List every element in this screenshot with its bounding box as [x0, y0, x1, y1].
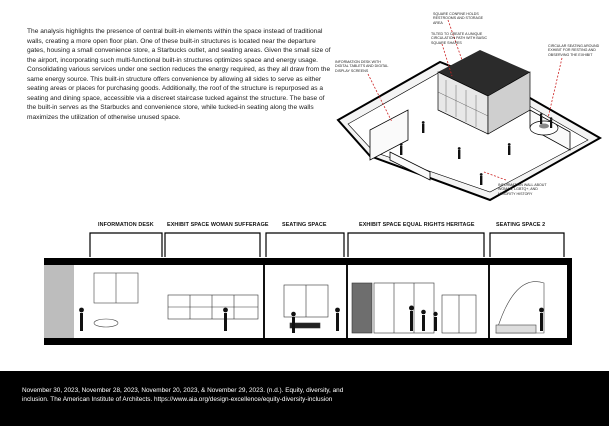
- section-seating-window: [284, 285, 328, 328]
- section-suffrage-panels: [168, 295, 258, 319]
- section-left-wall: [44, 265, 74, 338]
- zone-label-seating-space: SEATING SPACE: [282, 222, 327, 228]
- annotation-info-wall: INFORMATION WALL ABOUT WOMAN, LGBTQ+, AND MINORITY HISTORY: [498, 183, 547, 196]
- section-floor-slab: [44, 338, 572, 345]
- annotation-circular-seating: CIRCULAR SEATING AROUND EXHIBIT FOR RESTING AND OBSERVING THE EXHIBIT: [548, 44, 600, 57]
- zone-label-exhibit-woman-suffrage: EXHIBIT SPACE WOMAN SUFFERAGE: [167, 222, 269, 228]
- zone-label-seating-space-2: SEATING SPACE 2: [496, 222, 546, 228]
- iso-circular-seating: [530, 121, 558, 135]
- long-section-drawing: [44, 213, 572, 371]
- annotation-info-desk: INFORMATION DESK WITH DIGITAL TABLETS AND DIGITAL DISPLAY SCREENS: [335, 60, 389, 73]
- section-right-edge: [567, 265, 572, 338]
- zone-label-exhibit-equal-rights: EXHIBIT SPACE EQUAL RIGHTS HERITAGE: [359, 222, 475, 228]
- section-seating-2: [496, 282, 544, 333]
- section-info-desk-screens: [94, 273, 138, 327]
- intro-paragraph: The analysis highlights the presence of central built-in elements within the space instead of traditional walls, creating a more open floor plan. One of these built-in structures is located near the departure gates, housing a small convenience store, a Starbucks outlet, and seating areas. Given the small size of the airport, incorporating such multi-functional built-in structures optimizes space and energy usage. Consolidating various services under one section reduces the energy required, as they all draw from the same energy source. This built-in structure offers convenience by allowing all sides to serve as either seating areas or places for purchasing goods. Additionally, the roof of the structure is repurposed as a seating and dining space, accessible via a discreet staircase tucked against the structure. The base of the built-in serves as the Starbucks and convenience store, while tucked-in seating along the walls maximizes the utilization of otherwise unused space.: [27, 28, 331, 121]
- annotation-restrooms: SQUARE CONFINE HOLDS RESTROOMS AND STORAGE AREA: [433, 12, 484, 25]
- annotation-tilted: TILTED TO CREATE A UNIQUE CIRCULATION PATH WITH BASIC SQUARE SHAPES: [431, 32, 488, 45]
- zone-brackets: [90, 233, 564, 257]
- zone-label-information-desk: INFORMATION DESK: [98, 222, 154, 228]
- section-roof-slab: [44, 258, 572, 265]
- citation-text: November 30, 2023, November 28, 2023, November 20, 2023, & November 29, 2023. (n.d.). Equity, diversity, and inclusion. The American Institute of Architects. https://www.aia.org/design-excellence/equity-diversity-inclusion: [22, 387, 344, 404]
